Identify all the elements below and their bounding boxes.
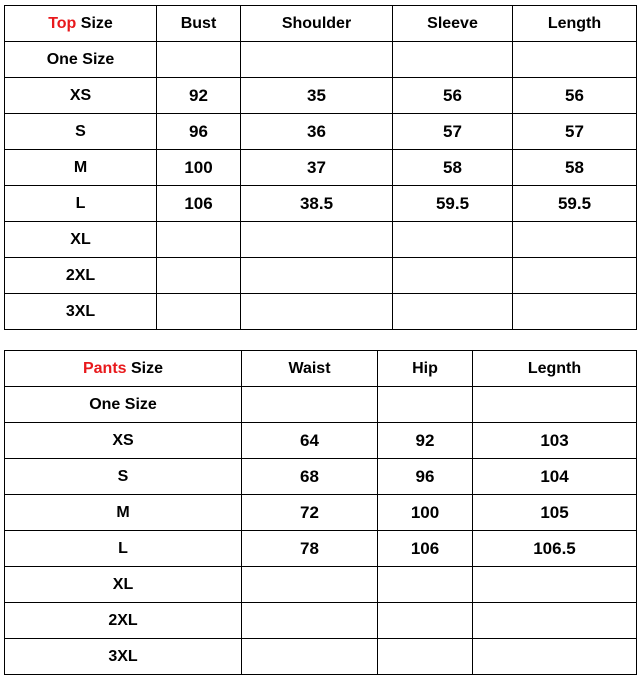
pants-table-row xyxy=(5,495,637,531)
top-table-row xyxy=(5,294,637,330)
pants-size-label: L xyxy=(5,531,242,567)
top-table-row xyxy=(5,150,637,186)
pants-value-cell xyxy=(242,387,378,423)
top-value-cell xyxy=(393,42,513,78)
top-table-row xyxy=(5,114,637,150)
pants-table-row xyxy=(5,387,637,423)
pants-size-body xyxy=(5,351,637,675)
top-value-cell xyxy=(393,222,513,258)
top-column-header: Shoulder xyxy=(241,6,393,42)
top-value-cell xyxy=(513,222,637,258)
pants-size-label: M xyxy=(5,495,242,531)
top-column-header: Length xyxy=(513,6,637,42)
pants-title-label: Size xyxy=(126,359,164,377)
top-title-highlight: Top xyxy=(48,14,77,32)
pants-value-cell xyxy=(378,387,473,423)
top-table-row xyxy=(5,258,637,294)
top-value-cell: 58 xyxy=(393,150,513,186)
top-value-cell xyxy=(393,294,513,330)
top-table-row xyxy=(5,78,637,114)
top-size-label: 2XL xyxy=(5,258,157,294)
pants-column-header: Hip xyxy=(378,351,473,387)
top-size-table xyxy=(4,5,637,330)
pants-value-cell xyxy=(242,567,378,603)
top-size-label: XS xyxy=(5,78,157,114)
top-title-cell xyxy=(5,6,157,42)
top-value-cell xyxy=(513,258,637,294)
pants-size-label: 2XL xyxy=(5,603,242,639)
pants-size-label: XS xyxy=(5,423,242,459)
pants-value-cell: 72 xyxy=(242,495,378,531)
top-value-cell: 57 xyxy=(393,114,513,150)
top-value-cell: 57 xyxy=(513,114,637,150)
pants-value-cell xyxy=(473,387,637,423)
top-value-cell: 59.5 xyxy=(393,186,513,222)
pants-table-row xyxy=(5,423,637,459)
top-table-row xyxy=(5,222,637,258)
pants-value-cell: 106.5 xyxy=(473,531,637,567)
pants-title-highlight: Pants xyxy=(82,359,127,377)
pants-value-cell: 78 xyxy=(242,531,378,567)
top-value-cell: 92 xyxy=(157,78,241,114)
pants-value-cell xyxy=(473,603,637,639)
pants-value-cell: 100 xyxy=(378,495,473,531)
top-value-cell: 56 xyxy=(513,78,637,114)
top-size-label: 3XL xyxy=(5,294,157,330)
top-table-row xyxy=(5,186,637,222)
pants-value-cell: 96 xyxy=(378,459,473,495)
pants-table-row xyxy=(5,567,637,603)
pants-value-cell: 103 xyxy=(473,423,637,459)
pants-table-row xyxy=(5,531,637,567)
top-value-cell: 56 xyxy=(393,78,513,114)
top-value-cell xyxy=(241,222,393,258)
pants-title-cell xyxy=(5,351,242,387)
pants-size-label: S xyxy=(5,459,242,495)
top-header-row xyxy=(5,6,637,42)
pants-value-cell: 106 xyxy=(378,531,473,567)
pants-table-row xyxy=(5,603,637,639)
top-size-label: M xyxy=(5,150,157,186)
pants-size-label: One Size xyxy=(5,387,242,423)
top-value-cell: 36 xyxy=(241,114,393,150)
top-value-cell xyxy=(157,42,241,78)
top-title-label: Size xyxy=(76,14,113,32)
top-size-label: One Size xyxy=(5,42,157,78)
pants-size-label: XL xyxy=(5,567,242,603)
pants-value-cell xyxy=(378,567,473,603)
pants-size-label: 3XL xyxy=(5,639,242,675)
top-value-cell xyxy=(241,258,393,294)
top-size-body xyxy=(5,6,637,330)
top-value-cell: 106 xyxy=(157,186,241,222)
top-value-cell: 96 xyxy=(157,114,241,150)
pants-table-row xyxy=(5,639,637,675)
top-column-header: Bust xyxy=(157,6,241,42)
top-table-row xyxy=(5,42,637,78)
pants-value-cell xyxy=(378,603,473,639)
top-value-cell: 37 xyxy=(241,150,393,186)
pants-column-header: Waist xyxy=(242,351,378,387)
pants-value-cell: 64 xyxy=(242,423,378,459)
pants-column-header: Legnth xyxy=(473,351,637,387)
top-value-cell xyxy=(157,222,241,258)
pants-value-cell xyxy=(242,639,378,675)
pants-size-table xyxy=(4,350,637,675)
top-value-cell: 38.5 xyxy=(241,186,393,222)
top-column-header: Sleeve xyxy=(393,6,513,42)
top-size-label: S xyxy=(5,114,157,150)
pants-value-cell xyxy=(378,639,473,675)
top-value-cell: 58 xyxy=(513,150,637,186)
pants-value-cell xyxy=(242,603,378,639)
pants-value-cell: 68 xyxy=(242,459,378,495)
pants-value-cell xyxy=(473,567,637,603)
pants-value-cell xyxy=(473,639,637,675)
top-value-cell xyxy=(241,294,393,330)
top-value-cell xyxy=(513,42,637,78)
pants-header-row xyxy=(5,351,637,387)
top-value-cell xyxy=(393,258,513,294)
top-size-label: L xyxy=(5,186,157,222)
top-value-cell: 100 xyxy=(157,150,241,186)
pants-value-cell: 92 xyxy=(378,423,473,459)
pants-table-row xyxy=(5,459,637,495)
top-size-label: XL xyxy=(5,222,157,258)
top-value-cell xyxy=(241,42,393,78)
pants-value-cell: 104 xyxy=(473,459,637,495)
top-value-cell: 59.5 xyxy=(513,186,637,222)
top-value-cell: 35 xyxy=(241,78,393,114)
top-value-cell xyxy=(157,294,241,330)
top-value-cell xyxy=(513,294,637,330)
top-value-cell xyxy=(157,258,241,294)
pants-value-cell: 105 xyxy=(473,495,637,531)
